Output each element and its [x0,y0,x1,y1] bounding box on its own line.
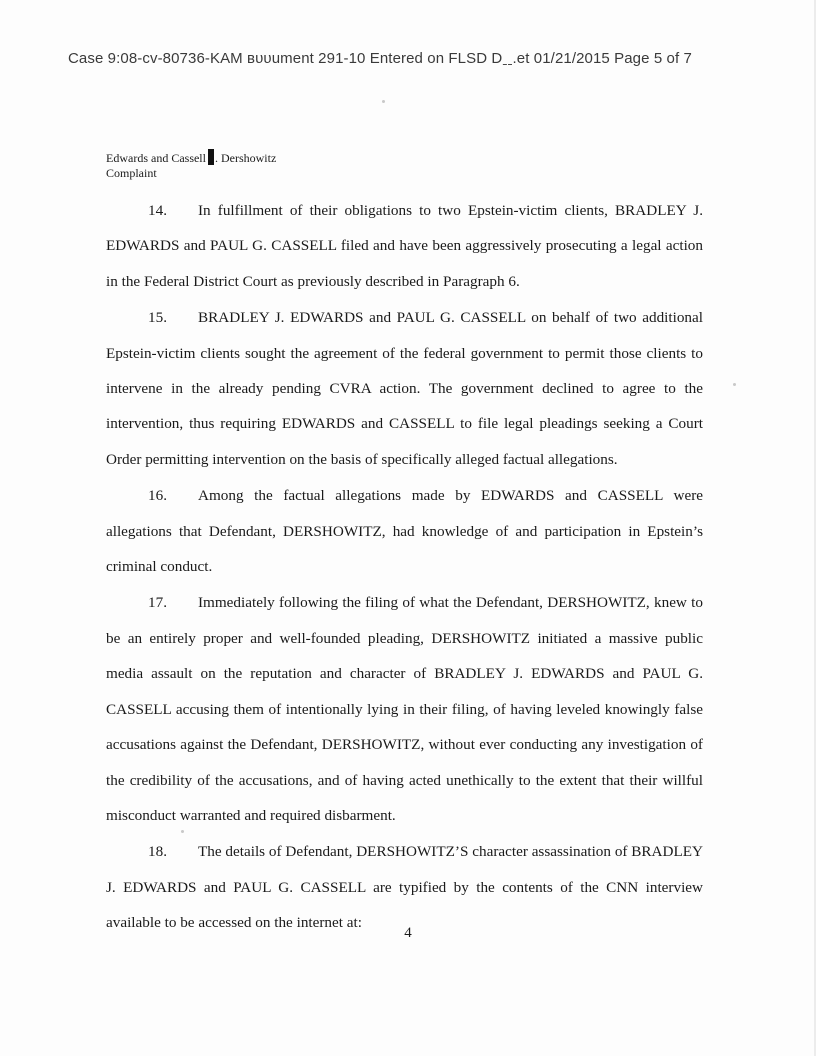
paragraph-text: BRADLEY J. EDWARDS and PAUL G. CASSELL on behalf of two additional Epstein-victim clients sought the agreement of the federal government to permit those clients to intervene in the already pending CVRA action. The government declined to agree to the intervention, thus requiring EDWARDS and CASSELL to file legal pleadings seeking a Court Order permitting intervention on the basis of specifically alleged factual allegations. [106,309,703,468]
caption-line-parties [106,149,276,166]
paragraph-text: In fulfillment of their obligations to two Epstein-victim clients, BRADLEY J. EDWARDS and PAUL G. CASSELL filed and have been aggressively prosecuting a legal action in the Federal District Court as previously described in Paragraph 6. [106,202,703,290]
scan-speck [181,830,184,833]
page-number [0,925,816,942]
caption-defendant: . Dershowitz [214,151,277,165]
paragraph-number: 14. [148,202,167,219]
paragraph-number: 15. [148,309,167,327]
scan-speck [382,100,385,103]
paragraph-17 [106,585,703,833]
paragraph-number: 18. [148,843,167,861]
case-caption [106,149,276,181]
page-number-text: 4 [404,925,412,941]
caption-document-type: Complaint [106,166,157,180]
court-filing-header-stamp: Case 9:08-cv-80736-KAM вυυument 291-10 Entered on FLSD Dˍˍ.et 01/21/2015 Page 5 of 7 [68,50,692,67]
paragraph-number: 16. [148,487,167,505]
paragraph-14 [106,193,703,299]
paragraph-text: Immediately following the filing of what the Defendant, DERSHOWITZ, knew to be an entirely proper and well-founded pleading, DERSHOWITZ initiated a massive public media assault on the reputation and character of BRADLEY J. EDWARDS and PAUL G. CASSELL accusing them of intentionally lying in their filing, of having leveled knowingly false accusations against the Defendant, DERSHOWITZ, without ever conducting any investigation of the credibility of the accusations, and of having acted unethically to the extent that their willful misconduct warranted and required disbarment. [106,594,703,824]
caption-plaintiffs: Edwards and Cassell [106,151,206,165]
paragraph-number: 17. [148,594,167,612]
redaction-mark [208,149,214,165]
paragraph-15 [106,300,703,477]
complaint-body [106,193,703,942]
scan-speck [733,383,736,386]
paragraph-16 [106,478,703,584]
paragraph-text: The details of Defendant, DERSHOWITZ’S character assassination of BRADLEY J. EDWARDS and PAUL G. CASSELL are typified by the contents of the CNN interview available to be accessed on the internet at: [106,843,703,932]
paragraph-text: Among the factual allegations made by EDWARDS and CASSELL were allegations that Defendant, DERSHOWITZ, had knowledge of and participation in Epstein’s criminal conduct. [106,487,703,576]
